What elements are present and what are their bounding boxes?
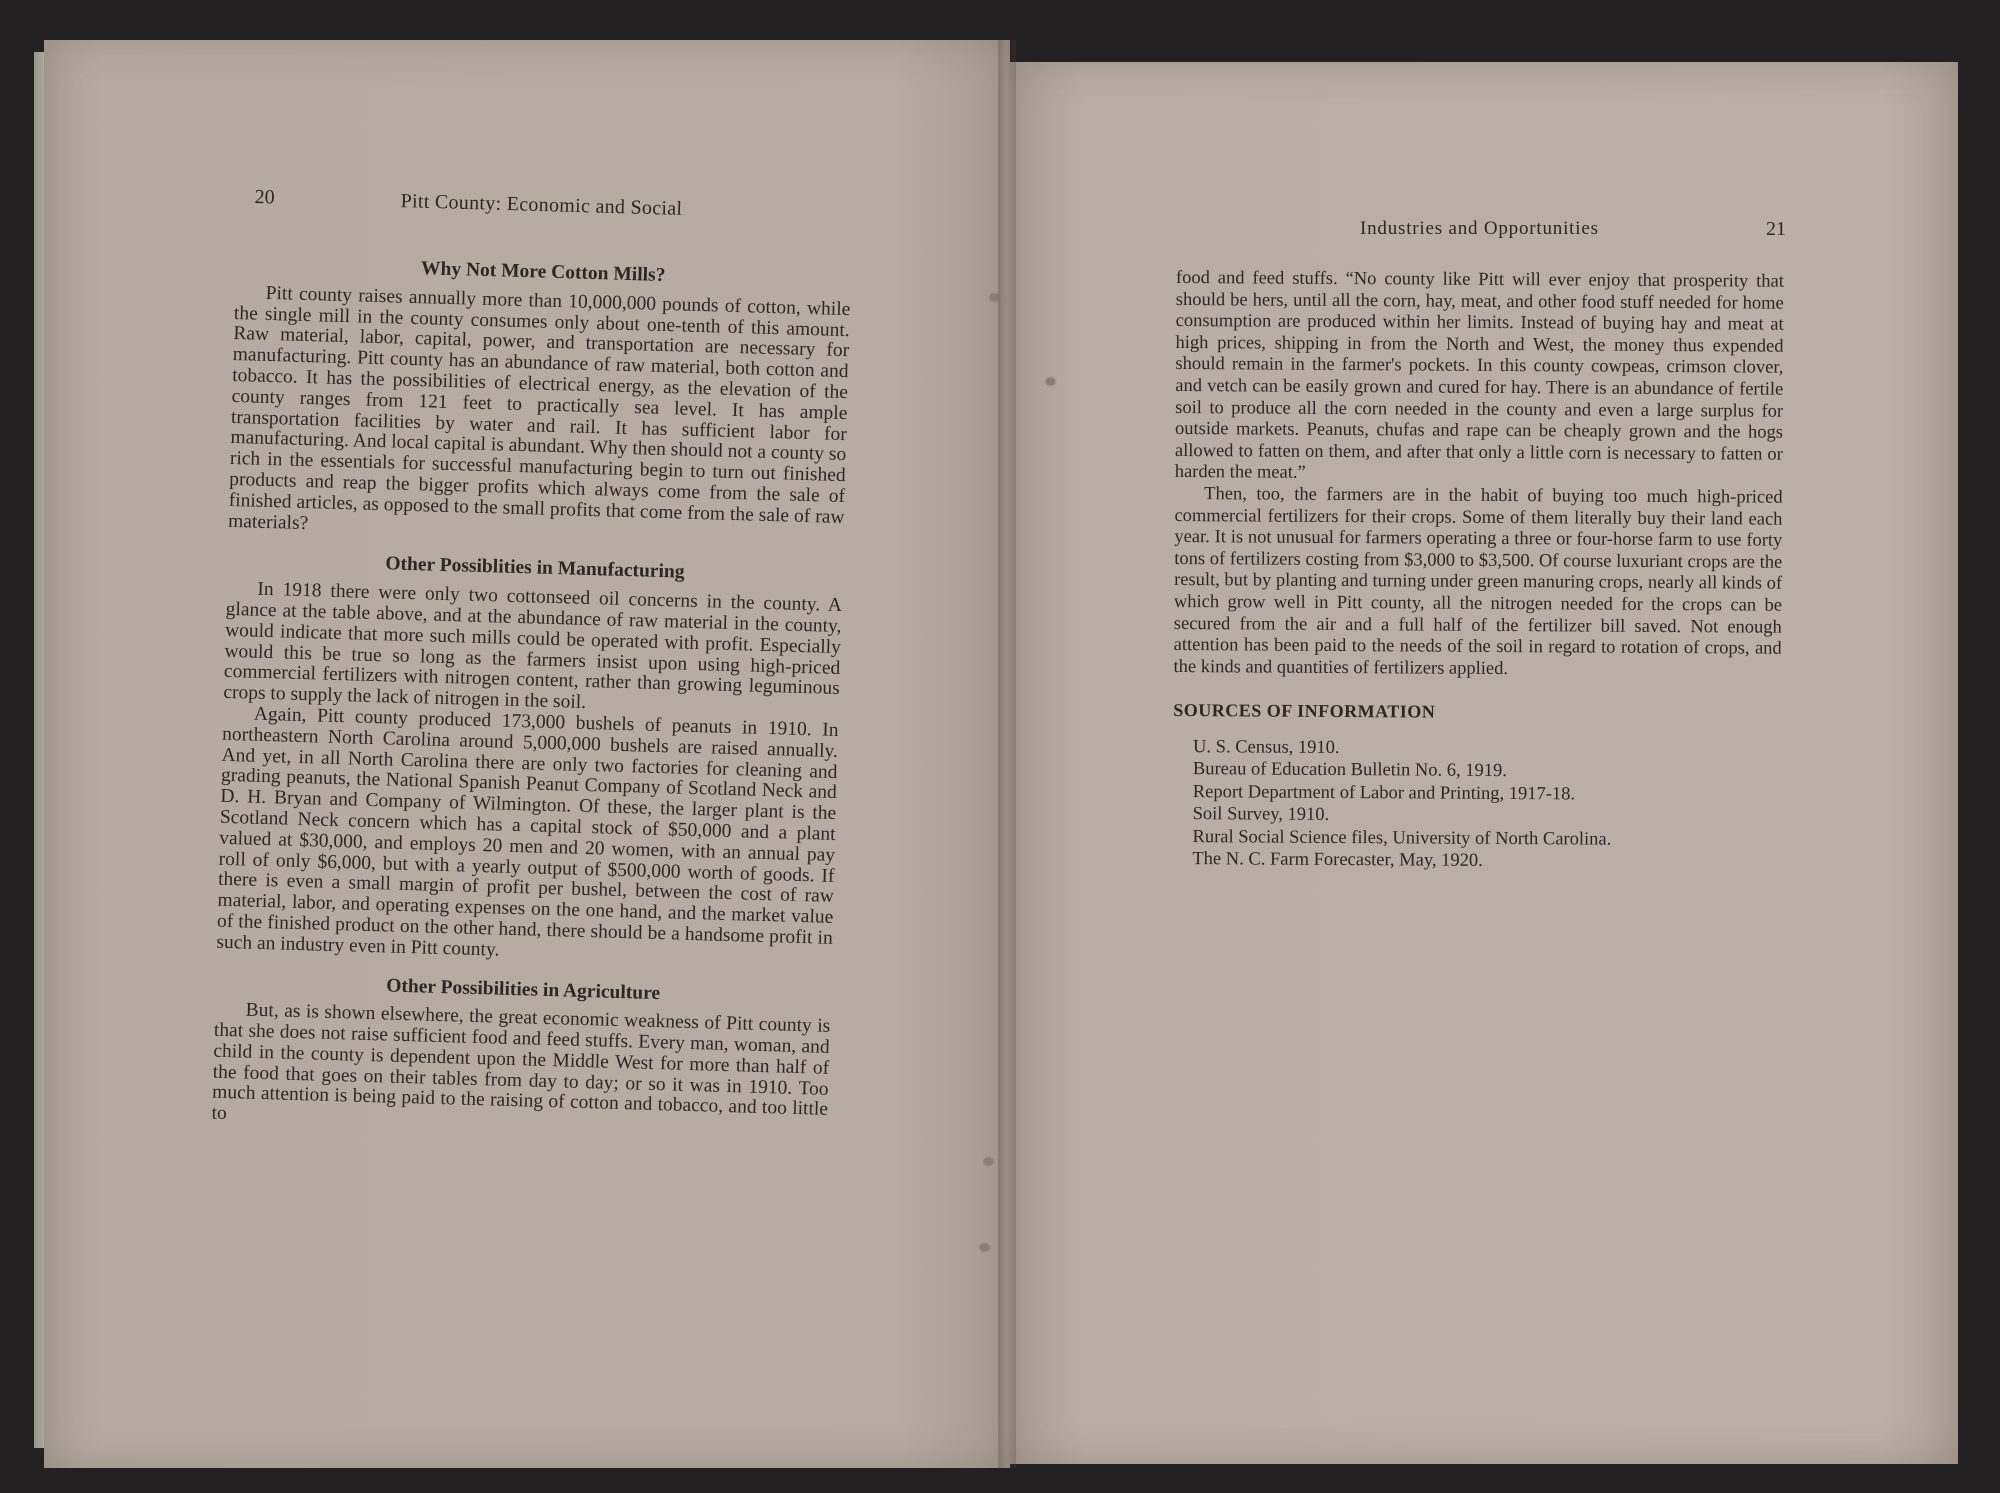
book-gutter [998, 40, 1016, 1468]
paragraph: Pitt county raises annually more than 10,000,000 pounds of cotton, while the single mill in the county consumes only about one-tenth of this amount. Raw material, labor, capital, power, and transportation are necessary for manufacturing. Pitt county has an abundance of raw material, both cotton and tobacco. It has the possibilities of electrical energy, as the elevation of the county ranges from 121 feet to practically sea level. It has ample transportation facilities by water and rail. It has sufficient labor for manufacturing. And local capital is abundant. Why then should not a county so rich in the essentials for successful manufacturing begin to turn out finished products and reap the bigger profits which always come from the sale of finished articles, as opposed to the small profits that come from the sale of raw materials? [227, 282, 851, 534]
paragraph: food and feed stuffs. “No county like Pitt will ever enjoy that prosperity that should be hers, until all the corn, hay, meat, and other food stuff needed for home consumption are produced within her limits. Instead of buying hay and meat at high prices, shipping in from the North and West, the money thus expended should remain in the farmer's pockets. In this county cowpeas, crimson clover, and vetch can be easily grown and cured for hay. There is an abundance of fertile soil to produce all the corn needed in the county and even a large surplus for outside markets. Peanuts, chufas and rape can be cheaply grown and the hogs allowed to fatten on them, and after that only a little corn is necessary to fatten or harden the meat.” [1174, 268, 1784, 484]
sources-heading: SOURCES OF INFORMATION [1173, 700, 1436, 722]
running-head: Industries and Opportunities [1360, 218, 1599, 239]
source-item: Rural Social Science files, University of North Carolina. [1192, 826, 1612, 850]
page-number: 20 [254, 186, 275, 209]
right-page-body [1172, 268, 1784, 874]
section-heading: Why Not More Cotton Mills? [420, 258, 666, 286]
paragraph: Again, Pitt county produced 173,000 bushels of peanuts in 1910. In northeastern North Carolina around 5,000,000 bushels are raised annually. And yet, in all North Carolina there are only two factories for cleaning and grading peanuts, the National Spanish Peanut Company of Scotland Neck and D. H. Bryan and Company of Wilmington. Of these, the larger plant is the Scotland Neck concern which has a capital stock of $50,000 and a plant valued at $30,000, and employs 20 men and 20 women, with an annual pay roll of only $6,000, but with a yearly output of $500,000 worth of goods. If there is even a small margin of profit per bushel, between the cost of raw material, labor, and operating expenses on the one hand, and the market value of the finished product on the other hand, there should be a handsome profit in such an industry even in Pitt county. [216, 703, 839, 961]
source-item: The N. C. Farm Forecaster, May, 1920. [1192, 849, 1483, 871]
section-heading: Other Possiblities in Manufacturing [385, 553, 685, 584]
sources-list [1172, 736, 1781, 874]
paragraph: But, as is shown elsewhere, the great economic weakness of Pitt county is that she does not raise sufficient food and feed stuffs. Every man, woman, and child in the county is dependent upon the Middle West for more than half of the food that goes on their tables from day to day; or so it was in 1910. Too much attention is being paid to the raising of cotton and tobacco, and too little to [211, 999, 831, 1125]
source-item: Soil Survey, 1910. [1192, 804, 1330, 826]
source-item: Bureau of Education Bulletin No. 6, 1919. [1192, 759, 1507, 782]
left-page-body [211, 240, 851, 1142]
staple-hole [980, 1244, 989, 1251]
paragraph: In 1918 there were only two cottonseed oil concerns in the county. A glance at the table above, and at the abundance of raw material in the county, would indicate that more such mills could be operated with profit. Especially would this be true so long as the farmers insist upon using high-priced commercial fertilizers with nitrogen content, rather than growing leguminous crops to supply the lack of nitrogen in the soil. [223, 578, 843, 714]
staple-hole [984, 1158, 993, 1165]
source-item: U. S. Census, 1910. [1193, 736, 1340, 758]
staple-hole [990, 294, 999, 301]
staple-hole [1046, 378, 1055, 385]
source-item: Report Department of Labor and Printing, 1917-18. [1192, 781, 1576, 805]
section-heading: Other Possibilities in Agriculture [385, 974, 661, 1004]
running-head: Pitt County: Economic and Social [400, 190, 683, 220]
paragraph: Then, too, the farmers are in the habit of buying too much high-priced commercial fertilizers for their crops. Some of them literally buy their land each year. It is not unusual for farmers operating a three or four-horse farm to use forty tons of fertilizers costing from $3,000 to $3,500. Of course luxuriant crops are the result, but by planting and turning under green manuring crops, nearly all kinds of which grow well in Pitt county, all the nitrogen needed for the crops can be secured from the air and a full half of the fertilizer bill saved. Not enough attention has been paid to the needs of the soil in regard to rotation of crops, and the kinds and quantities of fertilizers applied. [1173, 484, 1783, 679]
page-number: 21 [1766, 218, 1786, 240]
